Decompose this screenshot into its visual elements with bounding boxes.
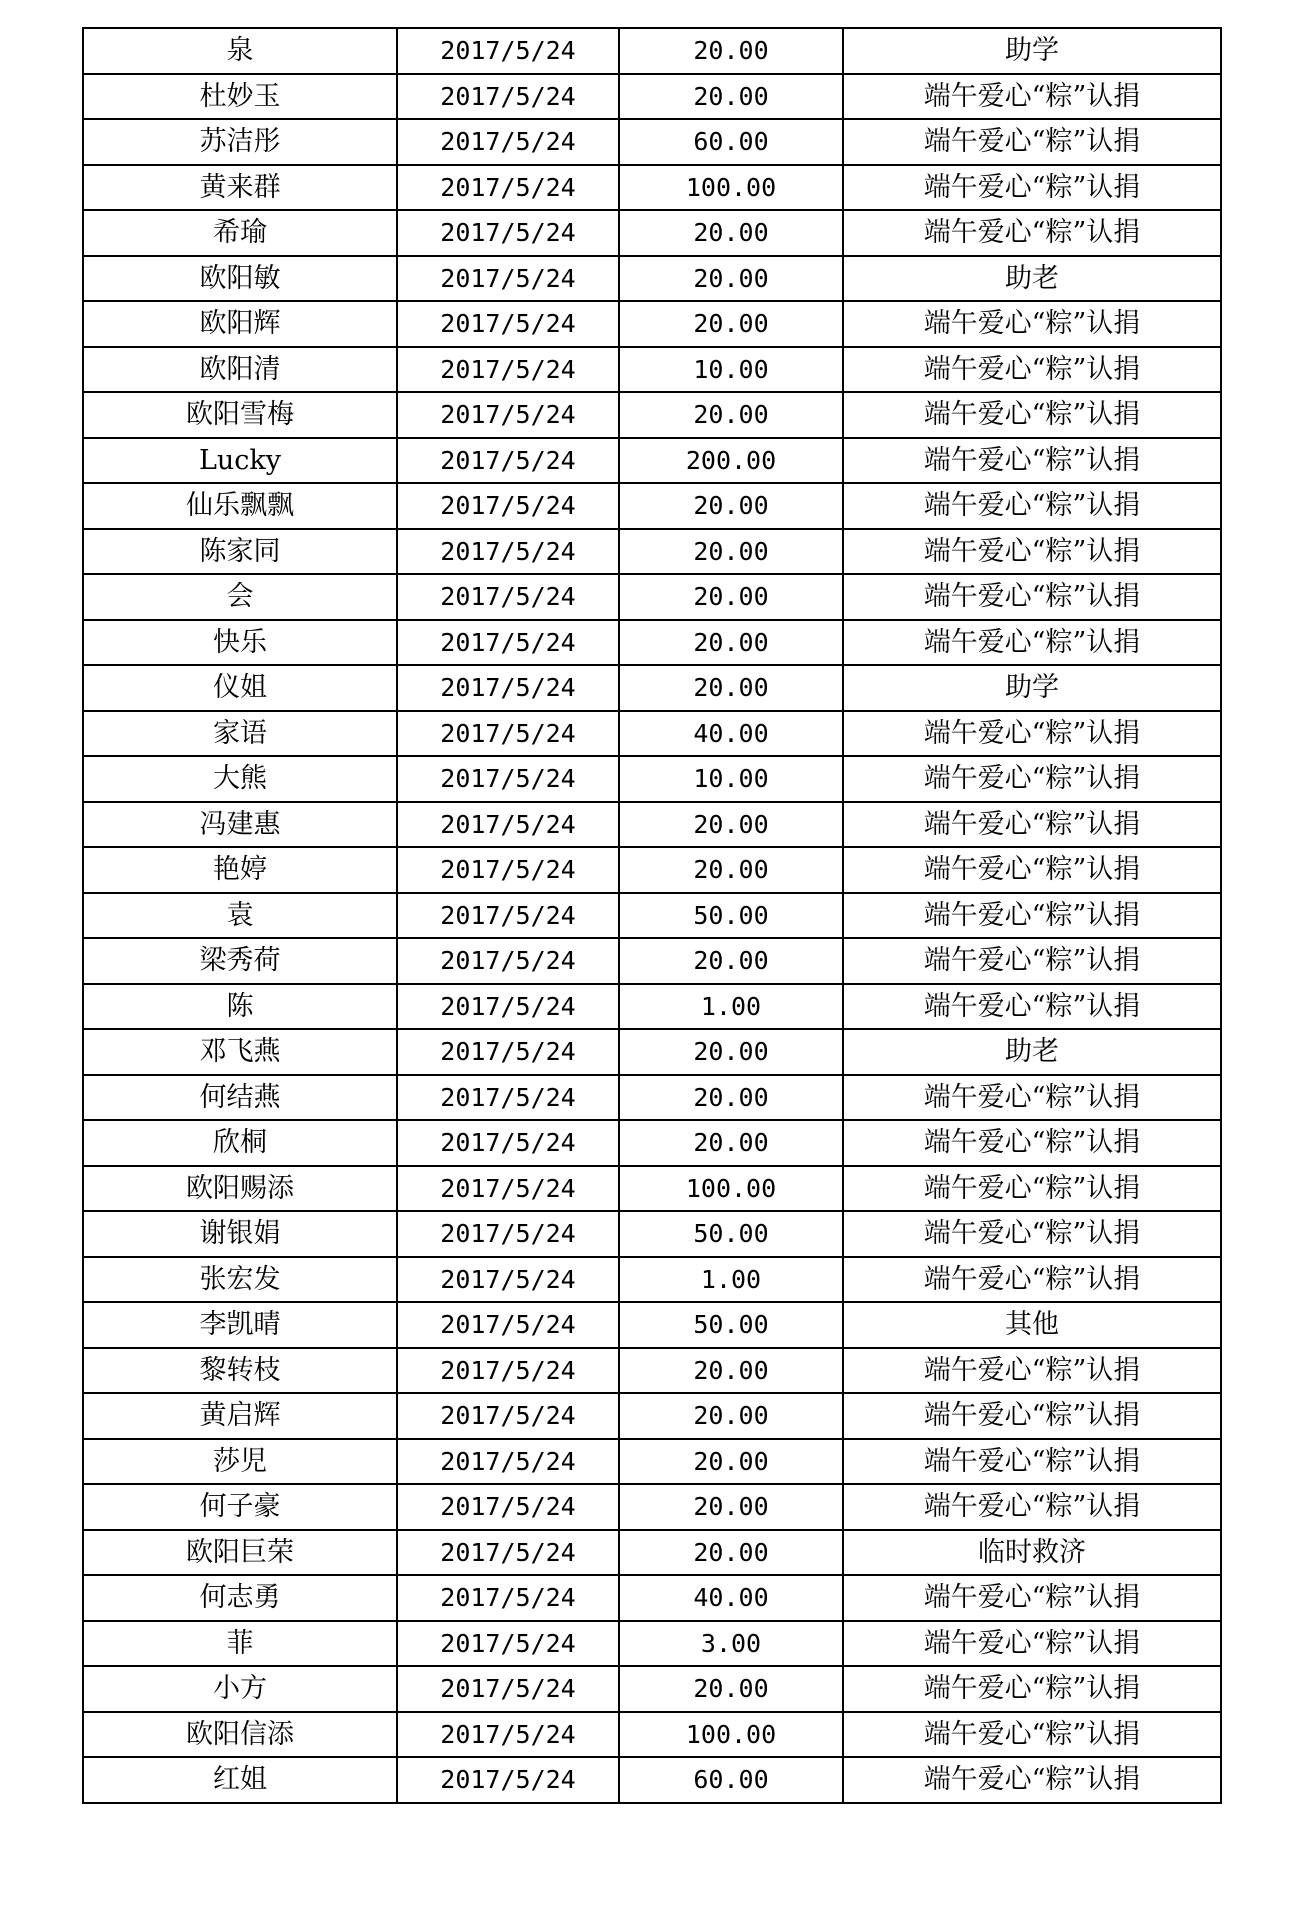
- donor-name-cell: 袁: [83, 893, 397, 939]
- donation-amount-cell: 20.00: [619, 1530, 843, 1576]
- table-row: [83, 1757, 1221, 1803]
- table-row: [83, 1211, 1221, 1257]
- donation-amount-cell: 10.00: [619, 347, 843, 393]
- donation-amount-cell: 20.00: [619, 529, 843, 575]
- donor-name-cell: 莎児: [83, 1439, 397, 1485]
- donation-date-cell: 2017/5/24: [397, 1666, 619, 1712]
- donor-name-cell: 欧阳清: [83, 347, 397, 393]
- donor-name-cell: 艳婷: [83, 847, 397, 893]
- donation-amount-cell: 40.00: [619, 1575, 843, 1621]
- donation-purpose-cell: 端午爱心“粽”认捐: [843, 1257, 1221, 1303]
- donor-name-cell: 黄来群: [83, 165, 397, 211]
- donation-date-cell: 2017/5/24: [397, 847, 619, 893]
- table-row: [83, 847, 1221, 893]
- donation-date-cell: 2017/5/24: [397, 893, 619, 939]
- donation-date-cell: 2017/5/24: [397, 1029, 619, 1075]
- table-row: [83, 1484, 1221, 1530]
- table-row: [83, 1530, 1221, 1576]
- table-row: [83, 711, 1221, 757]
- donation-date-cell: 2017/5/24: [397, 28, 619, 74]
- table-row: [83, 938, 1221, 984]
- donation-purpose-cell: 端午爱心“粽”认捐: [843, 574, 1221, 620]
- donor-name-cell: 大熊: [83, 756, 397, 802]
- donation-purpose-cell: 端午爱心“粽”认捐: [843, 1166, 1221, 1212]
- donation-amount-cell: 20.00: [619, 256, 843, 302]
- donor-name-cell: 梁秀荷: [83, 938, 397, 984]
- donation-amount-cell: 20.00: [619, 1393, 843, 1439]
- donation-date-cell: 2017/5/24: [397, 1257, 619, 1303]
- table-row: [83, 1666, 1221, 1712]
- donation-amount-cell: 20.00: [619, 28, 843, 74]
- donation-amount-cell: 40.00: [619, 711, 843, 757]
- table-row: [83, 1393, 1221, 1439]
- donor-name-cell: 仪姐: [83, 665, 397, 711]
- donation-purpose-cell: 临时救济: [843, 1530, 1221, 1576]
- table-row: [83, 74, 1221, 120]
- donation-date-cell: 2017/5/24: [397, 711, 619, 757]
- table-row: [83, 392, 1221, 438]
- donation-amount-cell: 20.00: [619, 210, 843, 256]
- donor-name-cell: 仙乐飘飘: [83, 483, 397, 529]
- donation-amount-cell: 20.00: [619, 938, 843, 984]
- table-row: [83, 1302, 1221, 1348]
- donation-date-cell: 2017/5/24: [397, 1712, 619, 1758]
- donor-name-cell: 菲: [83, 1621, 397, 1667]
- donor-name-cell: 欧阳辉: [83, 301, 397, 347]
- donation-date-cell: 2017/5/24: [397, 1621, 619, 1667]
- donor-name-cell: 陈: [83, 984, 397, 1030]
- donation-purpose-cell: 其他: [843, 1302, 1221, 1348]
- donation-date-cell: 2017/5/24: [397, 74, 619, 120]
- donation-purpose-cell: 助老: [843, 1029, 1221, 1075]
- donation-purpose-cell: 端午爱心“粽”认捐: [843, 1075, 1221, 1121]
- donation-amount-cell: 20.00: [619, 1348, 843, 1394]
- donation-purpose-cell: 端午爱心“粽”认捐: [843, 938, 1221, 984]
- table-row: [83, 984, 1221, 1030]
- donation-date-cell: 2017/5/24: [397, 1757, 619, 1803]
- donation-date-cell: 2017/5/24: [397, 483, 619, 529]
- donor-name-cell: 何结燕: [83, 1075, 397, 1121]
- donation-date-cell: 2017/5/24: [397, 620, 619, 666]
- donor-name-cell: 欧阳巨荣: [83, 1530, 397, 1576]
- donation-date-cell: 2017/5/24: [397, 574, 619, 620]
- donor-name-cell: 杜妙玉: [83, 74, 397, 120]
- donor-name-cell: 欧阳敏: [83, 256, 397, 302]
- table-row: [83, 620, 1221, 666]
- table-row: [83, 438, 1221, 484]
- donor-name-cell: 欧阳赐添: [83, 1166, 397, 1212]
- donation-purpose-cell: 端午爱心“粽”认捐: [843, 301, 1221, 347]
- donation-amount-cell: 50.00: [619, 1302, 843, 1348]
- donation-date-cell: 2017/5/24: [397, 392, 619, 438]
- donation-amount-cell: 50.00: [619, 893, 843, 939]
- donor-name-cell: 欣桐: [83, 1120, 397, 1166]
- donation-purpose-cell: 端午爱心“粽”认捐: [843, 74, 1221, 120]
- donation-amount-cell: 20.00: [619, 1439, 843, 1485]
- donation-purpose-cell: 端午爱心“粽”认捐: [843, 1120, 1221, 1166]
- donor-name-cell: 苏洁彤: [83, 119, 397, 165]
- donation-purpose-cell: 端午爱心“粽”认捐: [843, 483, 1221, 529]
- table-row: [83, 574, 1221, 620]
- donation-purpose-cell: 助学: [843, 665, 1221, 711]
- donation-table: [82, 27, 1222, 1804]
- donor-name-cell: 陈家同: [83, 529, 397, 575]
- donation-amount-cell: 20.00: [619, 74, 843, 120]
- donation-purpose-cell: 端午爱心“粽”认捐: [843, 1484, 1221, 1530]
- donation-purpose-cell: 端午爱心“粽”认捐: [843, 210, 1221, 256]
- donor-name-cell: 欧阳信添: [83, 1712, 397, 1758]
- table-row: [83, 210, 1221, 256]
- donation-purpose-cell: 端午爱心“粽”认捐: [843, 1666, 1221, 1712]
- donor-name-cell: 李凯晴: [83, 1302, 397, 1348]
- donation-purpose-cell: 端午爱心“粽”认捐: [843, 165, 1221, 211]
- donation-amount-cell: 20.00: [619, 802, 843, 848]
- donor-name-cell: 张宏发: [83, 1257, 397, 1303]
- donation-amount-cell: 100.00: [619, 1712, 843, 1758]
- table-row: [83, 301, 1221, 347]
- donation-date-cell: 2017/5/24: [397, 256, 619, 302]
- donation-amount-cell: 20.00: [619, 301, 843, 347]
- donation-amount-cell: 60.00: [619, 119, 843, 165]
- donation-date-cell: 2017/5/24: [397, 1120, 619, 1166]
- table-row: [83, 1621, 1221, 1667]
- donation-amount-cell: 3.00: [619, 1621, 843, 1667]
- donation-purpose-cell: 端午爱心“粽”认捐: [843, 847, 1221, 893]
- table-row: [83, 1575, 1221, 1621]
- donation-date-cell: 2017/5/24: [397, 438, 619, 484]
- table-row: [83, 1348, 1221, 1394]
- table-row: [83, 165, 1221, 211]
- donation-purpose-cell: 端午爱心“粽”认捐: [843, 984, 1221, 1030]
- donation-date-cell: 2017/5/24: [397, 984, 619, 1030]
- donor-name-cell: 泉: [83, 28, 397, 74]
- donor-name-cell: 何子豪: [83, 1484, 397, 1530]
- donation-purpose-cell: 端午爱心“粽”认捐: [843, 1757, 1221, 1803]
- donation-amount-cell: 100.00: [619, 1166, 843, 1212]
- donation-date-cell: 2017/5/24: [397, 1211, 619, 1257]
- donation-purpose-cell: 端午爱心“粽”认捐: [843, 1393, 1221, 1439]
- table-row: [83, 347, 1221, 393]
- donation-date-cell: 2017/5/24: [397, 1484, 619, 1530]
- donation-date-cell: 2017/5/24: [397, 529, 619, 575]
- table-row: [83, 529, 1221, 575]
- donation-date-cell: 2017/5/24: [397, 756, 619, 802]
- donation-purpose-cell: 端午爱心“粽”认捐: [843, 620, 1221, 666]
- donation-purpose-cell: 端午爱心“粽”认捐: [843, 1439, 1221, 1485]
- donation-amount-cell: 20.00: [619, 847, 843, 893]
- table-row: [83, 665, 1221, 711]
- donation-date-cell: 2017/5/24: [397, 1166, 619, 1212]
- table-row: [83, 1166, 1221, 1212]
- table-row: [83, 1075, 1221, 1121]
- donation-amount-cell: 100.00: [619, 165, 843, 211]
- table-row: [83, 28, 1221, 74]
- donor-name-cell: 何志勇: [83, 1575, 397, 1621]
- donation-amount-cell: 20.00: [619, 665, 843, 711]
- donation-date-cell: 2017/5/24: [397, 301, 619, 347]
- table-row: [83, 1029, 1221, 1075]
- donor-name-cell: 欧阳雪梅: [83, 392, 397, 438]
- donor-name-cell: Lucky: [83, 438, 397, 484]
- donation-amount-cell: 20.00: [619, 574, 843, 620]
- donation-amount-cell: 60.00: [619, 1757, 843, 1803]
- donation-amount-cell: 50.00: [619, 1211, 843, 1257]
- table-row: [83, 119, 1221, 165]
- donation-date-cell: 2017/5/24: [397, 119, 619, 165]
- table-row: [83, 893, 1221, 939]
- donation-purpose-cell: 端午爱心“粽”认捐: [843, 1712, 1221, 1758]
- table-row: [83, 1120, 1221, 1166]
- donor-name-cell: 会: [83, 574, 397, 620]
- donation-date-cell: 2017/5/24: [397, 1393, 619, 1439]
- donation-amount-cell: 10.00: [619, 756, 843, 802]
- donation-amount-cell: 1.00: [619, 984, 843, 1030]
- table-row: [83, 756, 1221, 802]
- donation-amount-cell: 200.00: [619, 438, 843, 484]
- donation-amount-cell: 20.00: [619, 1075, 843, 1121]
- donation-date-cell: 2017/5/24: [397, 1439, 619, 1485]
- donation-date-cell: 2017/5/24: [397, 802, 619, 848]
- donation-date-cell: 2017/5/24: [397, 665, 619, 711]
- table-row: [83, 256, 1221, 302]
- donation-date-cell: 2017/5/24: [397, 210, 619, 256]
- donor-name-cell: 红姐: [83, 1757, 397, 1803]
- donation-purpose-cell: 端午爱心“粽”认捐: [843, 711, 1221, 757]
- donation-amount-cell: 20.00: [619, 1029, 843, 1075]
- donation-date-cell: 2017/5/24: [397, 1530, 619, 1576]
- donation-purpose-cell: 端午爱心“粽”认捐: [843, 802, 1221, 848]
- donation-purpose-cell: 端午爱心“粽”认捐: [843, 756, 1221, 802]
- donation-purpose-cell: 端午爱心“粽”认捐: [843, 893, 1221, 939]
- donation-amount-cell: 20.00: [619, 1666, 843, 1712]
- donor-name-cell: 黎转枝: [83, 1348, 397, 1394]
- donor-name-cell: 快乐: [83, 620, 397, 666]
- donation-amount-cell: 20.00: [619, 620, 843, 666]
- donor-name-cell: 冯建惠: [83, 802, 397, 848]
- donation-date-cell: 2017/5/24: [397, 1348, 619, 1394]
- donation-amount-cell: 20.00: [619, 483, 843, 529]
- donation-amount-cell: 20.00: [619, 392, 843, 438]
- donor-name-cell: 小方: [83, 1666, 397, 1712]
- donation-date-cell: 2017/5/24: [397, 165, 619, 211]
- donation-purpose-cell: 端午爱心“粽”认捐: [843, 1211, 1221, 1257]
- donor-name-cell: 希瑜: [83, 210, 397, 256]
- donation-purpose-cell: 助学: [843, 28, 1221, 74]
- donor-name-cell: 黄启辉: [83, 1393, 397, 1439]
- donation-date-cell: 2017/5/24: [397, 347, 619, 393]
- table-row: [83, 1439, 1221, 1485]
- donation-purpose-cell: 端午爱心“粽”认捐: [843, 438, 1221, 484]
- donation-purpose-cell: 端午爱心“粽”认捐: [843, 392, 1221, 438]
- table-row: [83, 1257, 1221, 1303]
- donation-purpose-cell: 端午爱心“粽”认捐: [843, 1575, 1221, 1621]
- donor-name-cell: 谢银娟: [83, 1211, 397, 1257]
- donor-name-cell: 家语: [83, 711, 397, 757]
- donation-amount-cell: 20.00: [619, 1484, 843, 1530]
- donation-amount-cell: 1.00: [619, 1257, 843, 1303]
- donation-date-cell: 2017/5/24: [397, 1302, 619, 1348]
- donation-purpose-cell: 助老: [843, 256, 1221, 302]
- donation-date-cell: 2017/5/24: [397, 1075, 619, 1121]
- table-row: [83, 483, 1221, 529]
- donation-purpose-cell: 端午爱心“粽”认捐: [843, 1621, 1221, 1667]
- table-row: [83, 802, 1221, 848]
- donation-purpose-cell: 端午爱心“粽”认捐: [843, 1348, 1221, 1394]
- donation-table-body: [83, 28, 1221, 1803]
- donation-purpose-cell: 端午爱心“粽”认捐: [843, 347, 1221, 393]
- donation-purpose-cell: 端午爱心“粽”认捐: [843, 119, 1221, 165]
- donation-purpose-cell: 端午爱心“粽”认捐: [843, 529, 1221, 575]
- table-row: [83, 1712, 1221, 1758]
- donor-name-cell: 邓飞燕: [83, 1029, 397, 1075]
- donation-amount-cell: 20.00: [619, 1120, 843, 1166]
- donation-date-cell: 2017/5/24: [397, 938, 619, 984]
- donation-date-cell: 2017/5/24: [397, 1575, 619, 1621]
